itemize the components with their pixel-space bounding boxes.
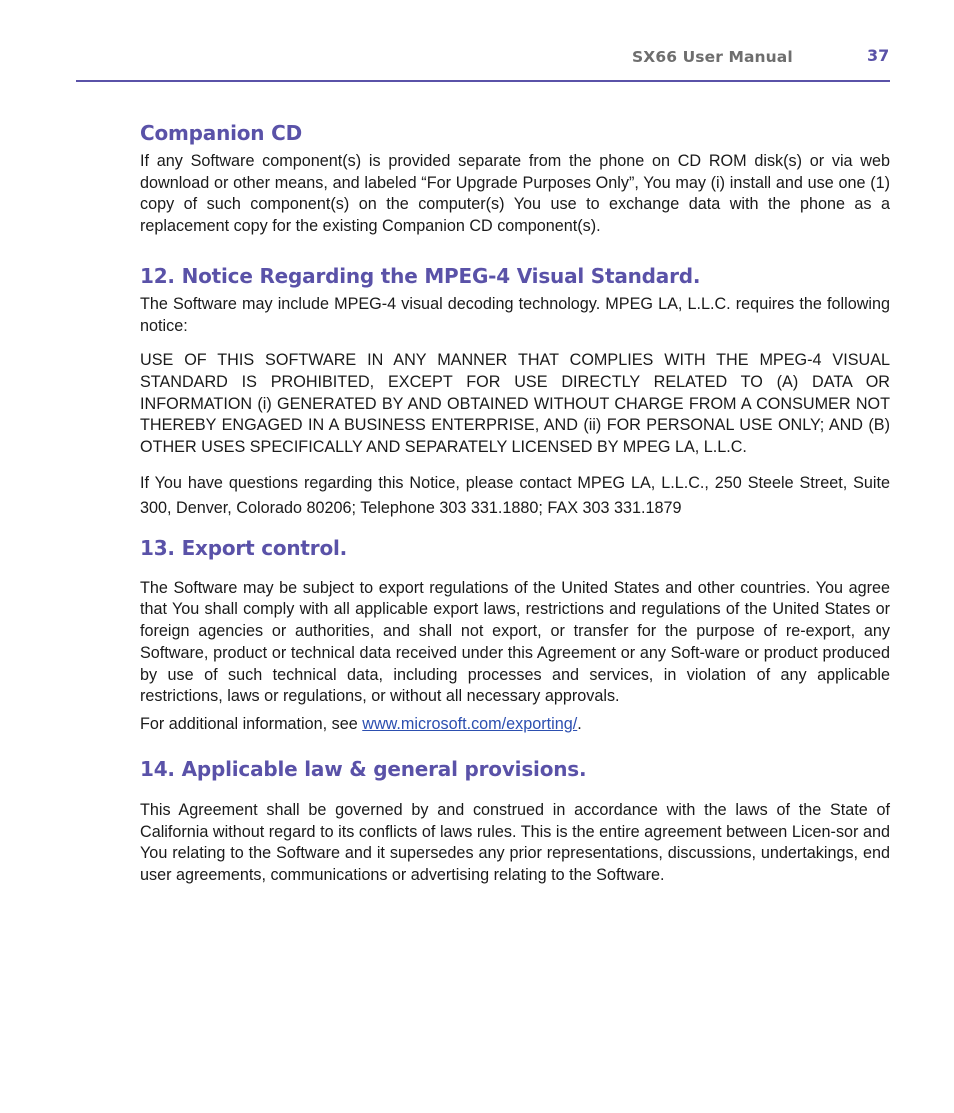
section-body-export-control: The Software may be subject to export regulations of the United States and other countries. You agree that You shall comply with all applicable export laws, restrictions and regulations of the United States or foreign agencies or authorities, and shall not export, or transfer for the purpose of re-export, any Software, product or technical data received under this Agreement or any Soft-ware or product produced by use of such technical data, including processes and services, in violation of any applicable restrictions, laws or regulations, or without all necessary approvals.	[140, 578, 890, 706]
section-body-mpeg4-contact: If You have questions regarding this Notice, please contact MPEG LA, L.L.C., 250 Steele Street, Suite 300, Denver, Colorado 80206; Telephone 303 331.1880; FAX 303 331.1879	[140, 473, 890, 517]
section-body-applicable-law: This Agreement shall be governed by and construed in accordance with the laws of the State of California without regard to its conflicts of laws rules. This is the entire agreement between Licen-sor and You relating to the Software and it supersedes any prior representations, discussions, undertakings, end user agreements, communications or advertising relating to the Software.	[140, 800, 890, 885]
section-heading-applicable-law: 14. Applicable law & general provisions.	[140, 756, 587, 781]
section-body-mpeg4-intro: The Software may include MPEG-4 visual decoding technology. MPEG LA, L.L.C. requires the following notice:	[140, 294, 890, 335]
section-heading-export-control: 13. Export control.	[140, 535, 348, 560]
export-additional-info	[140, 712, 890, 737]
section-body-companion-cd: If any Software component(s) is provided separate from the phone on CD ROM disk(s) or via web download or other means, and labeled “For Upgrade Purposes Only”, You may (i) install and use one (1) copy of such component(s) on the computer(s) You use to exchange data with the phone as a replacement copy for the existing Companion CD component(s).	[140, 152, 890, 236]
page-content	[140, 120, 890, 887]
section-heading-companion-cd: Companion CD	[140, 121, 302, 145]
export-info-link[interactable]: www.microsoft.com/exporting/	[362, 714, 578, 733]
section-heading-mpeg4-notice: 12. Notice Regarding the MPEG-4 Visual Standard.	[140, 263, 701, 288]
header-divider	[76, 80, 890, 82]
section-body-mpeg4-notice: USE OF THIS SOFTWARE IN ANY MANNER THAT COMPLIES WITH THE MPEG-4 VISUAL STANDARD IS PROHIBITED, EXCEPT FOR USE DIRECTLY RELATED TO (A) DATA OR INFORMATION (i) GENERATED BY AND OBTAINED WITHOUT CHARGE FROM A CONSUMER NOT THEREBY ENGAGED IN A BUSINESS ENTERPRISE, AND (ii) FOR PERSONAL USE ONLY; AND (B) OTHER USES SPECIFICALLY AND SEPARATELY LICENSED BY MPEG LA, L.L.C.	[140, 351, 890, 457]
page-number: 37	[867, 46, 890, 65]
manual-title: SX66 User Manual	[632, 48, 793, 66]
export-info-prefix: For additional information, see	[140, 714, 363, 733]
export-info-suffix: .	[577, 714, 582, 733]
